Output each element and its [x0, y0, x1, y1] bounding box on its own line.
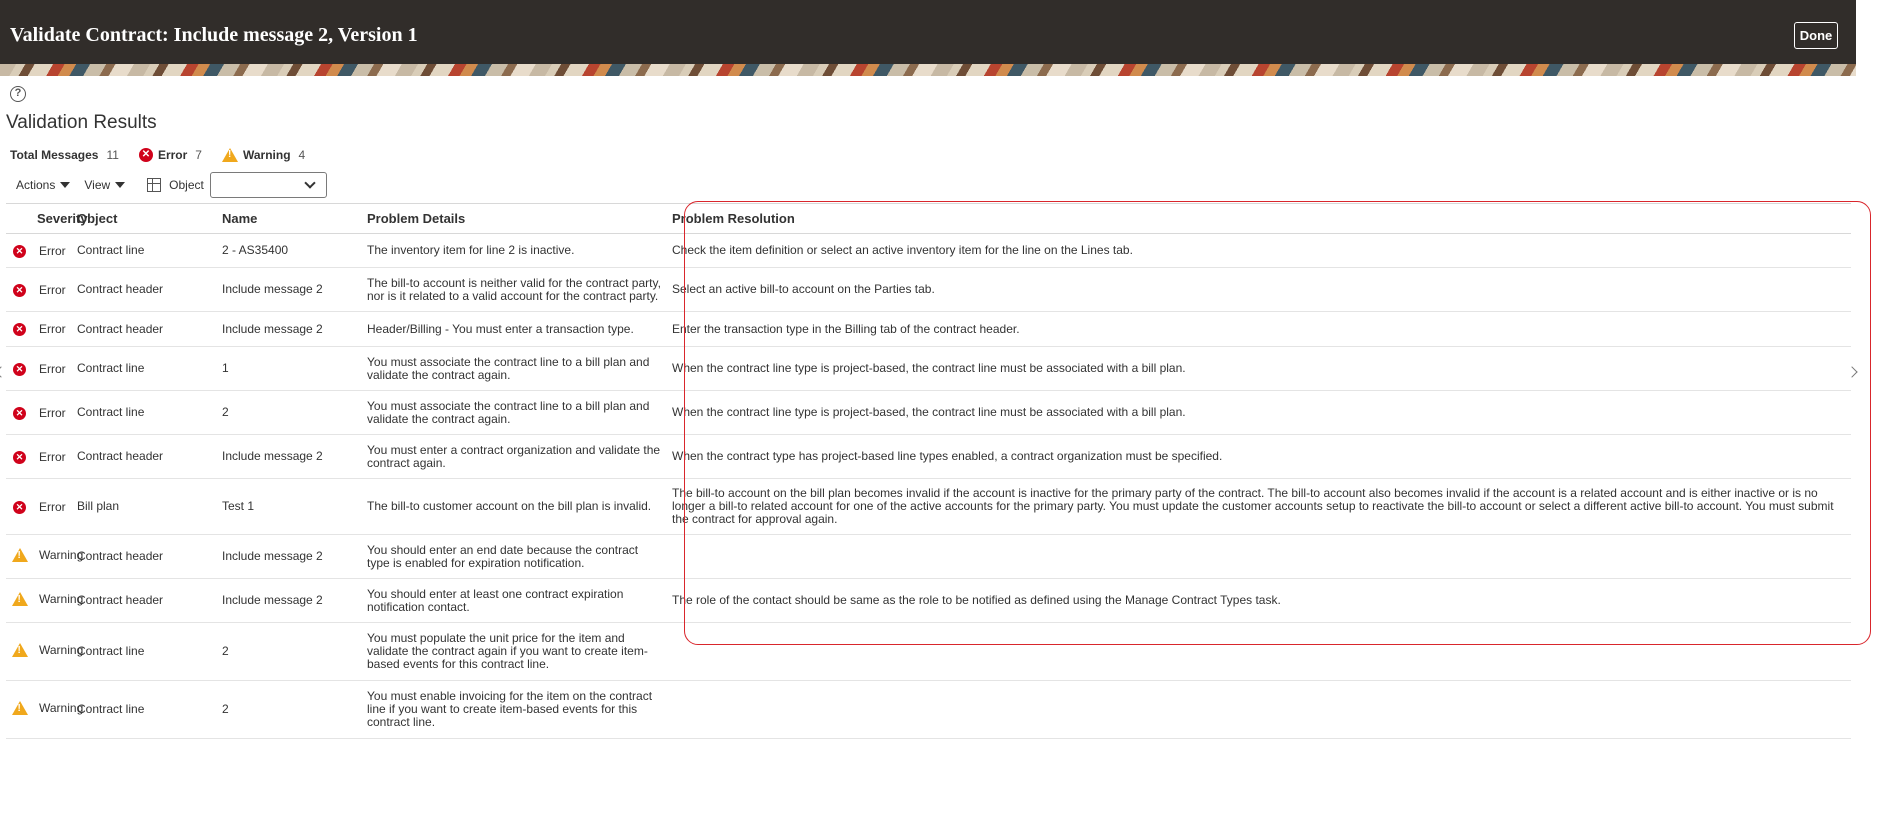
column-header-resolution[interactable]: Problem Resolution: [665, 204, 1851, 234]
resolution-cell: [665, 535, 1851, 579]
severity-text: Error: [39, 499, 66, 514]
object-cell: Contract line: [73, 623, 218, 681]
help-icon[interactable]: ?: [10, 86, 26, 102]
object-cell: Contract line: [73, 234, 218, 268]
name-cell: Include message 2: [218, 268, 363, 312]
table-row[interactable]: [6, 268, 1851, 312]
table-row[interactable]: [6, 623, 1851, 681]
column-header-details[interactable]: Problem Details: [363, 204, 665, 234]
severity-cell: [6, 347, 73, 391]
severity-text: Error: [39, 322, 66, 336]
resolution-cell: [665, 623, 1851, 681]
total-messages-label: Total Messages: [10, 148, 99, 162]
table-row[interactable]: [6, 535, 1851, 579]
name-cell: 2: [218, 681, 363, 739]
table-row[interactable]: [6, 312, 1851, 347]
severity-text: Error: [39, 282, 66, 297]
resolution-cell: When the contract line type is project-based, the contract line must be associated with a bill plan.: [665, 347, 1851, 391]
details-cell: Header/Billing - You must enter a transaction type.: [363, 312, 665, 347]
warning-count: 4: [298, 148, 306, 162]
error-icon: ✕: [13, 284, 26, 297]
caret-down-icon: [115, 182, 125, 188]
resolution-cell: [665, 681, 1851, 739]
object-cell: Contract header: [73, 435, 218, 479]
severity-cell: [6, 479, 73, 535]
details-cell: The bill-to account is neither valid for the contract party, nor is it related to a valid account for the contract party.: [363, 268, 665, 312]
severity-text: Error: [39, 405, 66, 420]
details-cell: You must associate the contract line to a bill plan and validate the contract again.: [363, 347, 665, 391]
severity-text: Error: [39, 361, 66, 376]
error-icon: ✕: [13, 363, 26, 376]
error-icon: ✕: [139, 148, 153, 162]
severity-text: Error: [39, 449, 66, 464]
name-cell: Test 1: [218, 479, 363, 535]
object-cell: Contract header: [73, 268, 218, 312]
warning-icon: !: [12, 643, 28, 657]
name-cell: Include message 2: [218, 535, 363, 579]
severity-cell: [6, 623, 84, 681]
resolution-cell: Select an active bill-to account on the Parties tab.: [665, 268, 1851, 312]
error-icon: ✕: [13, 245, 26, 258]
warning-icon: !: [12, 592, 28, 606]
severity-text: Error: [39, 243, 66, 258]
chevron-down-icon: [304, 177, 315, 188]
actions-menu-label: Actions: [16, 178, 56, 192]
error-icon: ✕: [13, 501, 26, 514]
name-cell: 1: [218, 347, 363, 391]
decorative-banner: [0, 64, 1856, 76]
severity-cell: [6, 681, 84, 739]
column-header-name[interactable]: Name: [218, 204, 363, 234]
page-title: Validate Contract: Include message 2, Version 1: [10, 24, 418, 46]
name-cell: 2 - AS35400: [218, 234, 363, 268]
object-cell: Contract header: [73, 579, 218, 623]
table-row[interactable]: [6, 391, 1851, 435]
warning-icon: !: [12, 548, 28, 562]
severity-cell: [6, 435, 73, 479]
table-header-row: [6, 204, 1851, 234]
caret-down-icon: [60, 182, 70, 188]
object-select[interactable]: [210, 172, 327, 198]
resolution-cell: When the contract line type is project-based, the contract line must be associated with a bill plan.: [665, 391, 1851, 435]
severity-cell: [6, 234, 73, 268]
warning-label: Warning: [242, 148, 291, 162]
validation-results-table: [6, 203, 1851, 739]
view-menu[interactable]: [84, 178, 125, 192]
severity-text: Warning: [39, 700, 84, 715]
table-row[interactable]: [6, 234, 1851, 268]
resolution-cell: The role of the contact should be same as the role to be notified as defined using the Manage Contract Types task.: [665, 579, 1851, 623]
page-header: [0, 0, 1856, 64]
table-row[interactable]: [6, 479, 1851, 535]
resolution-cell: Check the item definition or select an active inventory item for the line on the Lines tab.: [665, 234, 1851, 268]
table-row[interactable]: [6, 681, 1851, 739]
table-row[interactable]: [6, 347, 1851, 391]
severity-text: Warning: [39, 547, 84, 562]
severity-cell: [6, 391, 73, 435]
total-messages-count: 11: [106, 148, 119, 162]
resolution-cell: The bill-to account on the bill plan becomes invalid if the account is inactive for the primary party of the contract. The bill-to account also becomes invalid if the account is a related account and is either inactive or is no longer a bill-to related account for one of the active accounts for the primary party. You must update the customer accounts setup to reactivate the bill-to account or select a different active bill-to account. You must submit the contract for approval again.: [665, 479, 1851, 535]
name-cell: Include message 2: [218, 312, 363, 347]
warning-icon: !: [222, 148, 238, 162]
table-toolbar: [10, 173, 327, 197]
details-cell: You must populate the unit price for the item and validate the contract again if you want to create item-based events for this contract line.: [363, 623, 665, 681]
done-button[interactable]: Done: [1794, 22, 1838, 49]
resolution-cell: Enter the transaction type in the Billing tab of the contract header.: [665, 312, 1851, 347]
table-row[interactable]: [6, 435, 1851, 479]
name-cell: 2: [218, 623, 363, 681]
object-cell: Contract line: [73, 681, 218, 739]
column-header-severity[interactable]: Severity: [6, 204, 73, 234]
severity-cell: [6, 268, 73, 312]
error-label: Error: [157, 148, 188, 162]
actions-menu[interactable]: [16, 178, 70, 192]
name-cell: Include message 2: [218, 435, 363, 479]
object-filter-label: Object: [169, 178, 204, 192]
freeze-icon[interactable]: [147, 178, 161, 192]
view-menu-label: View: [84, 178, 111, 192]
details-cell: You must enable invoicing for the item on the contract line if you want to create item-based events for this contract line.: [363, 681, 665, 739]
severity-text: Warning: [39, 591, 84, 606]
error-count: 7: [195, 148, 202, 162]
error-icon: ✕: [13, 323, 26, 336]
object-cell: Contract line: [73, 347, 218, 391]
severity-cell: [6, 579, 84, 623]
error-icon: ✕: [13, 451, 26, 464]
details-cell: The inventory item for line 2 is inactive.: [363, 234, 665, 268]
severity-cell: [6, 535, 84, 579]
section-title: Validation Results: [6, 112, 157, 133]
object-cell: Contract line: [73, 391, 218, 435]
details-cell: You must associate the contract line to a bill plan and validate the contract again.: [363, 391, 665, 435]
details-cell: You should enter at least one contract expiration notification contact.: [363, 579, 665, 623]
resolution-cell: When the contract type has project-based line types enabled, a contract organization must be specified.: [665, 435, 1851, 479]
column-header-object[interactable]: Object: [73, 204, 218, 234]
details-cell: The bill-to customer account on the bill plan is invalid.: [363, 479, 665, 535]
name-cell: 2: [218, 391, 363, 435]
name-cell: Include message 2: [218, 579, 363, 623]
object-cell: Contract header: [73, 312, 218, 347]
table-row[interactable]: [6, 579, 1851, 623]
error-icon: ✕: [13, 407, 26, 420]
object-cell: Contract header: [73, 535, 218, 579]
severity-cell: [6, 312, 73, 347]
message-summary: [10, 147, 305, 163]
details-cell: You must enter a contract organization and validate the contract again.: [363, 435, 665, 479]
severity-text: Warning: [39, 642, 84, 657]
object-cell: Bill plan: [73, 479, 218, 535]
warning-icon: !: [12, 701, 28, 715]
details-cell: You should enter an end date because the contract type is enabled for expiration notification.: [363, 535, 665, 579]
